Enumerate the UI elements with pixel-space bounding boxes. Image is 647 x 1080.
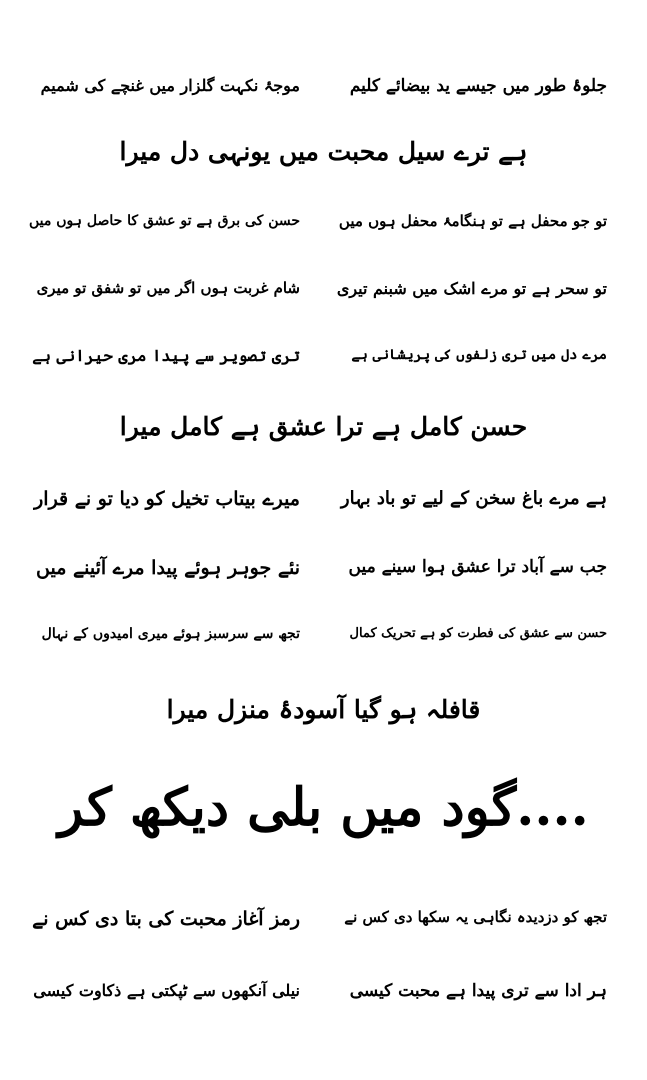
verse-5-first-misra: ہے مرے باغ سخن کے لیے تو باد بہار — [340, 488, 607, 509]
verse-5-second-misra: میرے بیتاب تخیل کو دیا تو نے قرار — [34, 488, 300, 510]
verse-7-second-misra: تجھ سے سرسبز ہوئے میری امیدوں کے نہال — [41, 626, 300, 642]
verse-1-second-misra: موجۂ نکہت گلزار میں غنچے کی شمیم — [40, 76, 300, 95]
verse-6-second-misra: نئے جوہر ہوئے پیدا مرے آئینے میں — [36, 557, 300, 579]
verse-3-first-misra: تو سحر ہے تو مرے اشک میں شبنم تیری — [336, 279, 607, 298]
verse-4-first-misra: مرے دل میں تری زلفوں کی پریشانی ہے — [351, 347, 607, 363]
poem2-verse-1-second-misra: رمز آغاز محبت کی بتا دی کس نے — [32, 908, 300, 930]
refrain-2: حسن کامل ہے ترا عشق ہے کامل میرا — [119, 412, 528, 441]
verse-4-second-misra: تری تصویر سے پیدا مری حیرانی ہے — [32, 346, 300, 365]
verse-6-first-misra: جب سے آباد ترا عشق ہوا سینے میں — [348, 557, 607, 577]
verse-7-first-misra: حسن سے عشق کی فطرت کو ہے تحریک کمال — [349, 626, 607, 641]
verse-1-first-misra: جلوۂ طور میں جیسے ید بیضائے کلیم — [349, 76, 607, 96]
poem2-verse-2-second-misra: نیلی آنکھوں سے ٹپکتی ہے ذکاوت کیسی — [33, 981, 300, 1000]
poem-title: ....گود میں بلی دیکھ کر — [58, 777, 589, 838]
refrain-1: ہے ترے سیل محبت میں یونہی دل میرا — [119, 137, 528, 166]
poem2-verse-1-first-misra: تجھ کو دزدیدہ نگاہی یہ سکھا دی کس نے — [344, 908, 607, 926]
verse-2-second-misra: حسن کی برق ہے تو عشق کا حاصل ہوں میں — [29, 213, 300, 229]
verse-2-first-misra: تو جو محفل ہے تو ہنگامۂ محفل ہوں میں — [338, 212, 607, 230]
refrain-3: قافلہ ہو گیا آسودۂ منزل میرا — [166, 695, 481, 724]
verse-3-second-misra: شام غربت ہوں اگر میں تو شفق تو میری — [36, 279, 300, 297]
poem2-verse-2-first-misra: ہر ادا سے تری پیدا ہے محبت کیسی — [349, 981, 607, 1001]
